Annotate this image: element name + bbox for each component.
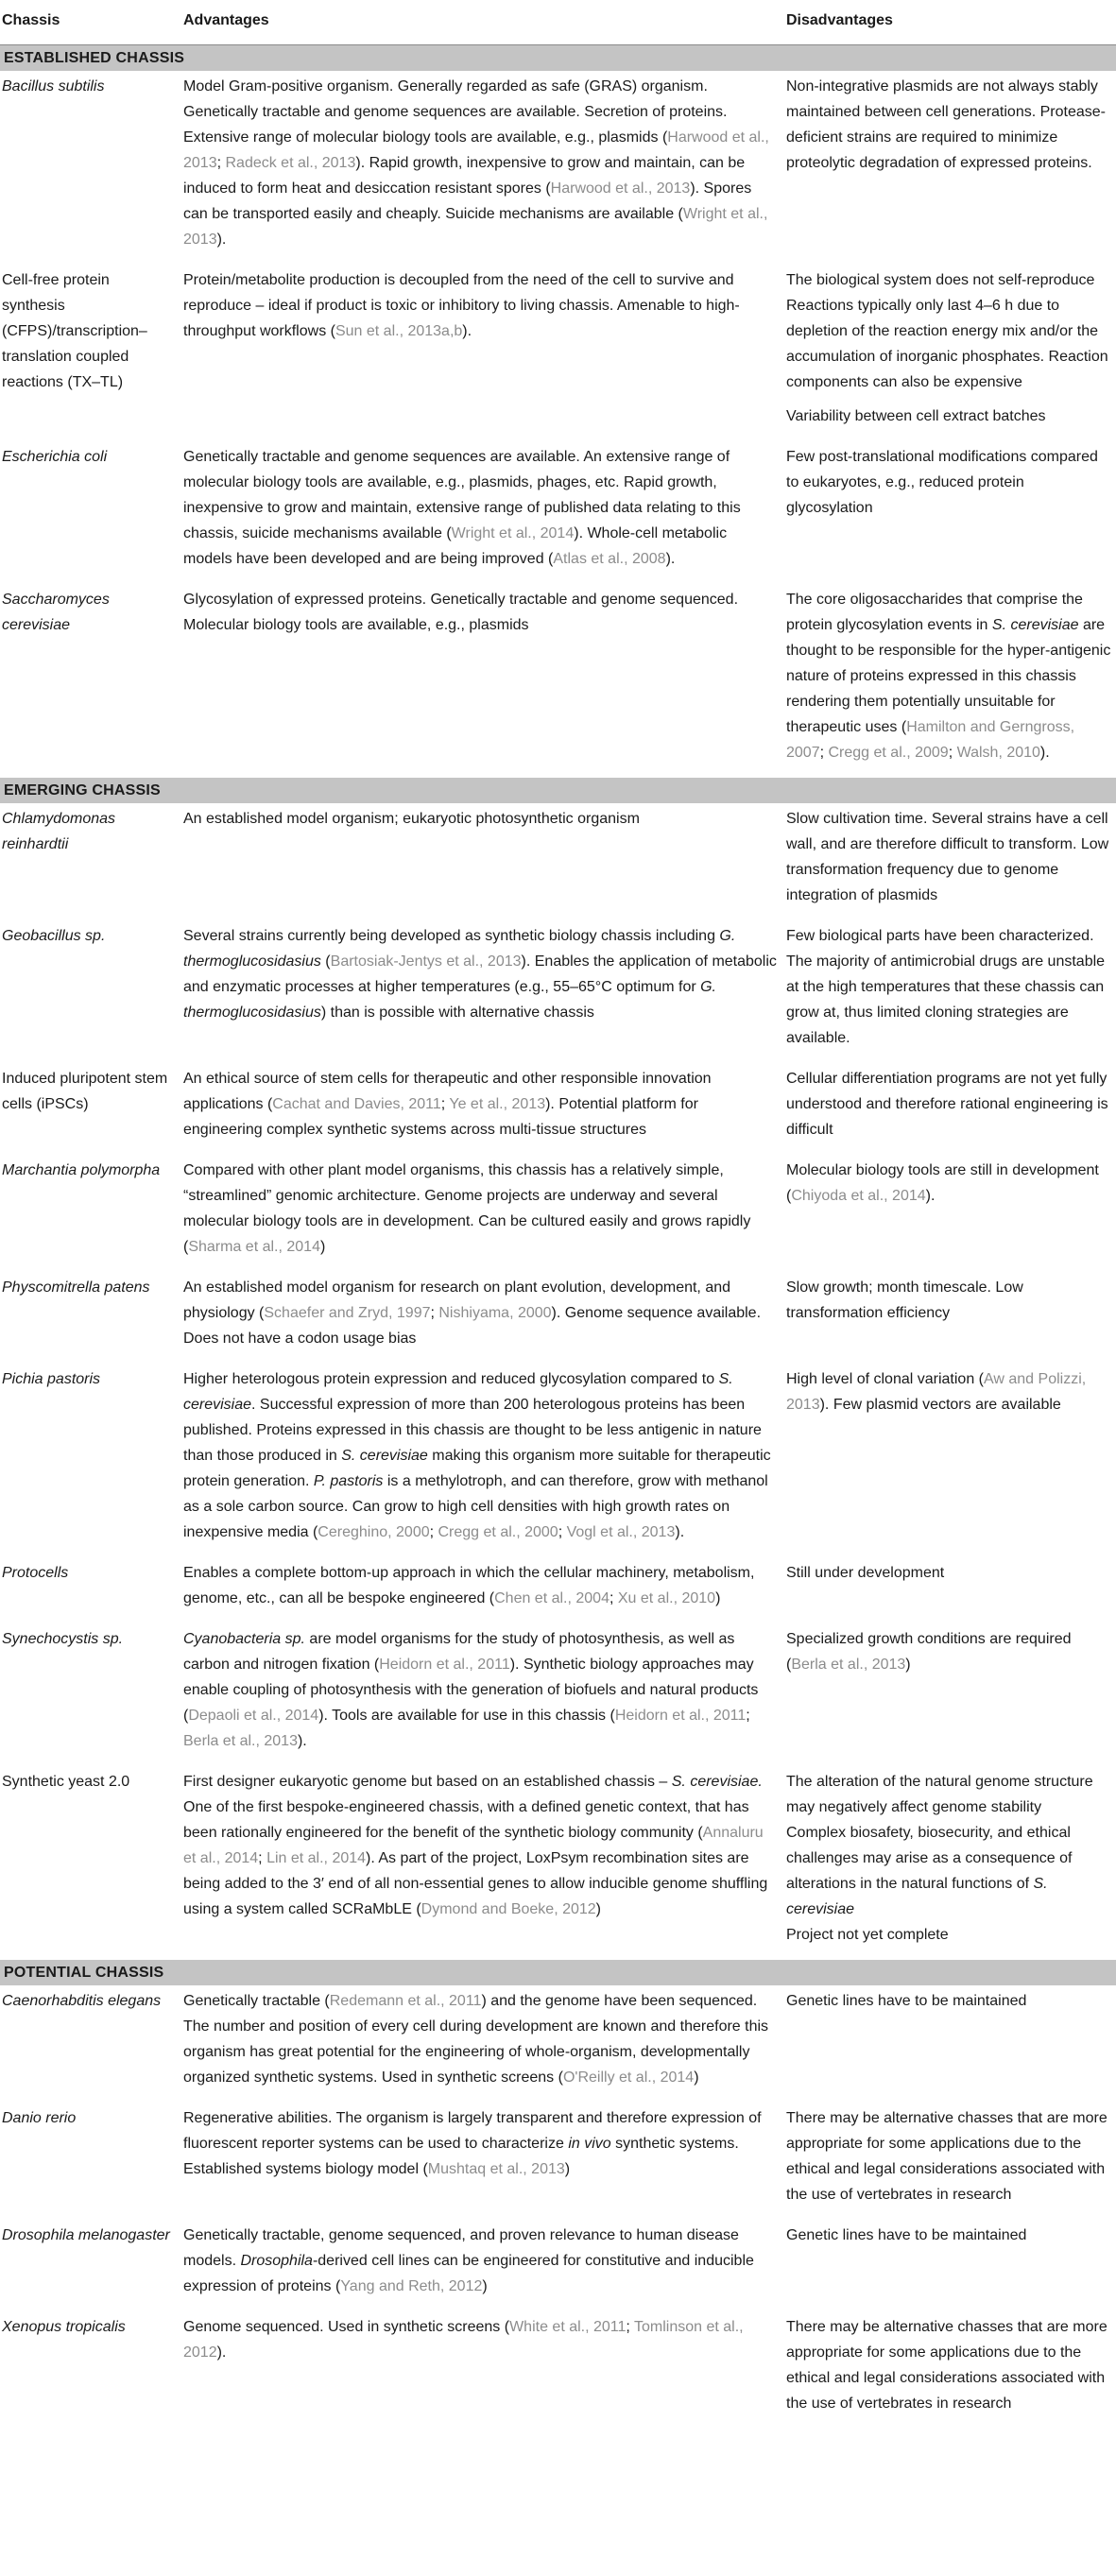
table-header [0,0,1116,45]
text-run: ). Enables the application of metabolic and enzymatic processes at higher temperatures (e.g., 55–65°C optimum for [183,953,777,995]
chassis-name: Induced pluripotent stem cells (iPSCs) [2,1071,168,1112]
citation-link[interactable]: Hamilton and Gerngross, 2007 [786,719,1075,761]
citation-link[interactable]: Bartosiak-Jentys et al., 2013 [330,953,522,970]
disadvantages-cell [782,71,1116,265]
text-run: ). [297,1733,307,1749]
chassis-name: Bacillus subtilis [2,78,105,94]
disadvantage-line [786,587,1112,765]
table-row [0,2311,1116,2429]
citation-link[interactable]: Chiyoda et al., 2014 [791,1188,926,1204]
chassis-name: Synthetic yeast 2.0 [2,1774,130,1790]
chassis-name: Physcomitrella patens [2,1279,150,1296]
table-row [0,1623,1116,1766]
text-run: Glycosylation of expressed proteins. Genetically tractable and genome sequenced. Molecular biology tools are available, e.g., plasmids [183,592,739,633]
chassis-name: Caenorhabditis elegans [2,1993,162,2009]
text-run: Higher heterologous protein expression and reduced glycosylation compared to [183,1371,719,1387]
text-run: Molecular biology tools are still in development ( [786,1162,1099,1204]
chassis-name: Protocells [2,1565,69,1581]
table-row [0,1272,1116,1364]
text-run: ; [440,1096,450,1112]
text-run: ; [609,1590,618,1606]
disadvantages-cell [782,1272,1116,1364]
disadvantage-line [786,806,1112,908]
chassis-name: Saccharomyces cerevisiae [2,592,110,633]
citation-link[interactable]: Sun et al., 2013a,b [335,323,463,339]
chassis-name: Geobacillus sp. [2,928,106,944]
citation-link[interactable]: Radeck et al., 2013 [225,155,356,171]
citation-link[interactable]: Yang and Reth, 2012 [340,2278,483,2294]
italic-term: S. cerevisiae [183,1371,733,1413]
citation-link[interactable]: O'Reilly et al., 2014 [562,2069,695,2086]
citation-link[interactable]: Cregg et al., 2000 [438,1524,558,1540]
table-row [0,441,1116,584]
text-run: Genetic lines have to be maintained [786,2227,1027,2243]
citation-link[interactable]: Aw and Polizzi, 2013 [786,1371,1087,1413]
text-run: ). Tools are available for use in this chassis ( [318,1708,615,1724]
text-run: There may be alternative chasses that are more appropriate for some applications due to the ethical and legal considerations associated with the use of vertebrates in research [786,2110,1107,2203]
section-row-established-chassis [0,45,1116,72]
section-heading: EMERGING CHASSIS [0,778,1116,803]
text-run: Genome sequenced. Used in synthetic screens ( [183,2319,510,2335]
table-row [0,1364,1116,1557]
text-run: ). Potential platform for engineering complex synthetic systems across multi-tissue structures [183,1096,698,1138]
citation-link[interactable]: Lin et al., 2014 [266,1850,367,1866]
italic-term: S. cerevisiae. [671,1774,763,1790]
text-run: ). Whole-cell metabolic models have been developed and are being improved ( [183,525,728,567]
citation-link[interactable]: Wright et al., 2013 [183,206,768,248]
text-run: One of the first bespoke-engineered chassis, with a defined genetic context, that has been rationally engineered for the benefit of the synthetic biology community ( [183,1799,749,1841]
italic-term: Drosophila [240,2253,313,2269]
text-run: ). [1039,745,1050,761]
text-run: are model organisms for the study of photosynthesis, as well as carbon and nitrogen fixation ( [183,1631,735,1673]
citation-link[interactable]: Walsh, 2010 [956,745,1040,761]
text-run: The biological system does not self-reproduce [786,272,1095,288]
disadvantage-line [786,444,1112,521]
text-run: ; [258,1850,267,1866]
header-chassis: Chassis [0,0,180,45]
text-run: ) [319,1239,326,1255]
text-run: ). [665,551,676,567]
text-run: Project not yet complete [786,1927,949,1943]
citation-link[interactable]: Ye et al., 2013 [449,1096,546,1112]
text-run: Few post-translational modifications compared to eukaryotes, e.g., reduced protein glycosylation [786,449,1098,516]
citation-link[interactable]: Berla et al., 2013 [791,1657,906,1673]
citation-link[interactable]: Vogl et al., 2013 [566,1524,676,1540]
section-row-emerging-chassis [0,778,1116,803]
advantages-cell [180,803,782,920]
disadvantages-cell [782,1557,1116,1623]
disadvantages-cell [782,1364,1116,1557]
disadvantage-line [786,1275,1112,1326]
advantages-cell [180,1364,782,1557]
italic-term: G. thermoglucosidasius [183,979,716,1021]
table-row [0,1155,1116,1272]
table-row [0,2220,1116,2311]
advantages-cell [180,2220,782,2311]
disadvantage-line [786,1922,1112,1948]
text-run: Several strains currently being developed as synthetic biology chassis including [183,928,720,944]
citation-link[interactable]: Dymond and Boeke, 2012 [421,1901,596,1917]
disadvantage-line [786,1366,1112,1417]
text-run: ) [715,1590,721,1606]
section-heading: ESTABLISHED CHASSIS [0,45,1116,72]
text-run: Still under development [786,1565,945,1581]
chassis-name: Marchantia polymorpha [2,1162,161,1178]
text-run: ). Spores can be transported easily and cheaply. Suicide mechanisms are available ( [183,180,752,222]
text-run: Complex biosafety, biosecurity, and ethical challenges may arise as a consequence of alterations in the natural functions of [786,1825,1073,1892]
text-run: is a methylotroph, and can therefore, grow with methanol as a sole carbon source. Can grow to high cell densities with high growth rates on inexpensive media ( [183,1473,768,1540]
citation-link[interactable]: Heidorn et al., 2011 [614,1708,747,1724]
disadvantage-line [786,404,1112,429]
text-run: ) [905,1657,911,1673]
chassis-name: Xenopus tropicalis [2,2319,126,2335]
citation-link[interactable]: Harwood et al., 2013 [183,129,769,171]
text-run: ). As part of the project, LoxPsym recombination sites are being added to the 3′ end of all non-essential genes to allow inducible genome shuffling using a system called SCRaMbLE ( [183,1850,768,1917]
citation-link[interactable]: Depaoli et al., 2014 [188,1708,319,1724]
text-run: ; [429,1524,438,1540]
disadvantage-line [786,1158,1112,1209]
table-row [0,1063,1116,1155]
text-run: Reactions typically only last 4–6 h due to depletion of the reaction energy mix and/or the accumulation of inorganic phosphates. Reaction components can also be expensive [786,298,1108,390]
advantages-cell [180,920,782,1063]
italic-term: P. pastoris [313,1473,384,1489]
text-run: ). Synthetic biology approaches may enable coupling of photosynthesis with the generation of biofuels and natural products ( [183,1657,759,1724]
text-run: -derived cell lines can be engineered for constitutive and inducible expression of proteins ( [183,2253,754,2294]
advantages-cell [180,1766,782,1960]
text-run: Compared with other plant model organisms, this chassis has a relatively simple, “streamlined” genomic architecture. Genome projects are underway and several molecular biology tools are in development. Can be cultured easily and grows rapidly ( [183,1162,751,1255]
disadvantages-cell [782,1766,1116,1960]
disadvantages-cell [782,2103,1116,2220]
advantages-cell [180,1985,782,2103]
advantages-cell [180,1272,782,1364]
italic-term: G. thermoglucosidasius [183,928,736,970]
citation-link[interactable]: Berla et al., 2013 [183,1733,298,1749]
text-run: ). [925,1188,936,1204]
disadvantage-line [786,1626,1112,1677]
text-run: ). [216,2344,227,2361]
citation-link[interactable]: Annaluru et al., 2014 [183,1825,764,1866]
text-run: . Successful expression of more than 200 heterologous proteins has been published. Proteins expressed in this chassis are thought to be less antigenic in nature than those produced in [183,1397,762,1464]
disadvantages-cell [782,2311,1116,2429]
italic-term: S. cerevisiae [991,617,1079,633]
disadvantages-cell [782,920,1116,1063]
disadvantage-line [786,267,1112,293]
text-run: ) [564,2161,571,2177]
section-heading: POTENTIAL CHASSIS [0,1960,1116,1985]
table-row [0,803,1116,920]
citation-link[interactable]: Tomlinson et al., 2012 [183,2319,744,2361]
text-run: Slow growth; month timescale. Low transformation efficiency [786,1279,1023,1321]
disadvantage-line [786,1769,1112,1820]
advantages-cell [180,71,782,265]
text-run: Genetically tractable and genome sequences are available. An extensive range of molecular biology tools are available, e.g., plasmids, phages, etc. Rapid growth, inexpensive to grow and maintain, extensive range of published data relating to this chassis, suicide mechanisms available ( [183,449,741,541]
chassis-name: Drosophila melanogaster [2,2227,170,2243]
advantages-cell [180,1557,782,1623]
citation-link[interactable]: Cregg et al., 2009 [828,745,949,761]
text-run: ). Few plasmid vectors are available [819,1397,1061,1413]
text-run: Variability between cell extract batches [786,408,1046,424]
disadvantages-cell [782,1985,1116,2103]
text-run: ) than is possible with alternative chassis [320,1005,594,1021]
table-row [0,584,1116,778]
text-run: ). [675,1524,685,1540]
text-run: An ethical source of stem cells for therapeutic and other responsible innovation applications ( [183,1071,712,1112]
advantages-cell [180,1623,782,1766]
italic-term: Cyanobacteria sp. [183,1631,305,1647]
text-run: ; [948,745,957,761]
chassis-name: Escherichia coli [2,449,108,465]
text-run: ; [430,1305,439,1321]
text-run: ). Genome sequence available. Does not have a codon usage bias [183,1305,762,1347]
text-run: ) and the genome have been sequenced. The number and position of every cell during development are known and therefore this organism has great potential for the engineering of whole-organism, developmentally organized synthetic systems. Used in synthetic screens ( [183,1993,769,2086]
text-run: ). Rapid growth, inexpensive to grow and maintain, can be induced to form heat and desiccation resistant spores ( [183,155,746,197]
disadvantage-line [786,2314,1112,2416]
citation-link[interactable]: Wright et al., 2014 [451,525,575,541]
text-run: An established model organism for research on plant evolution, development, and physiology ( [183,1279,731,1321]
disadvantages-cell [782,803,1116,920]
citation-link[interactable]: Schaefer and Zryd, 1997 [264,1305,431,1321]
chassis-name: Danio rerio [2,2110,77,2126]
citation-link[interactable]: Mushtaq et al., 2013 [427,2161,565,2177]
citation-link[interactable]: Heidorn et al., 2011 [379,1657,510,1673]
text-run: The core oligosaccharides that comprise the protein glycosylation events in [786,592,1083,633]
section-row-potential-chassis [0,1960,1116,1985]
text-run: First designer eukaryotic genome but based on an established chassis – [183,1774,672,1790]
citation-link[interactable]: Cachat and Davies, 2011 [272,1096,441,1112]
text-run: Genetically tractable ( [183,1993,330,2009]
disadvantage-line [786,1066,1112,1142]
disadvantages-cell [782,1623,1116,1766]
advantages-cell [180,1063,782,1155]
table-row [0,1766,1116,1960]
table-row [0,1557,1116,1623]
citation-link[interactable]: Nishiyama, 2000 [438,1305,552,1321]
advantages-cell [180,1155,782,1272]
disadvantage-line [786,1560,1112,1586]
text-run: Protein/metabolite production is decoupled from the need of the cell to survive and reproduce – ideal if product is toxic or inhibitory to living chassis. Amenable to high-throughput workflows ( [183,272,740,339]
text-run: making this organism more suitable for therapeutic protein generation. [183,1448,771,1489]
text-run: are thought to be responsible for the hyper-antigenic nature of proteins expressed in this chassis rendering them potentially unsuitable for therapeutic uses ( [786,617,1111,735]
text-run: Slow cultivation time. Several strains have a cell wall, and are therefore difficult to transform. Low transformation frequency due to genome integration of plasmids [786,811,1109,903]
disadvantages-cell [782,265,1116,441]
disadvantage-line [786,293,1112,395]
citation-link[interactable]: Chen et al., 2004 [494,1590,610,1606]
table-row [0,920,1116,1063]
italic-term: S. cerevisiae [341,1448,428,1464]
text-run: There may be alternative chasses that are more appropriate for some applications due to the ethical and legal considerations associated with the use of vertebrates in research [786,2319,1107,2412]
advantages-cell [180,265,782,441]
advantages-cell [180,2311,782,2429]
text-run: ; [626,2319,635,2335]
chassis-name: Cell-free protein synthesis (CFPS)/transcription–translation coupled reactions (TX–TL) [2,272,147,390]
header-row [0,0,1116,45]
chassis-name: Chlamydomonas reinhardtii [2,811,116,852]
text-run: An established model organism; eukaryotic photosynthetic organism [183,811,640,827]
text-run: ; [216,155,226,171]
text-run: ) [694,2069,699,2086]
table-body [0,45,1116,2430]
advantages-cell [180,2103,782,2220]
citation-link[interactable]: Cereghino, 2000 [318,1524,430,1540]
citation-link[interactable]: Redemann et al., 2011 [329,1993,482,2009]
citation-link[interactable]: Atlas et al., 2008 [553,551,666,567]
text-run: Genetic lines have to be maintained [786,1993,1027,2009]
text-run: ( [320,953,331,970]
italic-term: in vivo [568,2136,611,2152]
disadvantage-line [786,2223,1112,2248]
text-run: synthetic systems. Established systems biology model ( [183,2136,739,2177]
disadvantages-cell [782,2220,1116,2311]
header-disadvantages: Disadvantages [782,0,1116,45]
disadvantages-cell [782,584,1116,778]
text-run: ) [482,2278,488,2294]
disadvantage-line [786,2105,1112,2207]
disadvantages-cell [782,1155,1116,1272]
disadvantage-line [786,1988,1112,2014]
citation-link[interactable]: White et al., 2011 [509,2319,627,2335]
advantages-cell [180,584,782,778]
text-run: ). [462,323,472,339]
text-run: Enables a complete bottom-up approach in which the cellular machinery, metabolism, genome, etc., can all be bespoke engineered ( [183,1565,755,1606]
disadvantages-cell [782,1063,1116,1155]
table-row [0,265,1116,441]
text-run: Few biological parts have been characterized. The majority of antimicrobial drugs are unstable at the high temperatures that these chassis can grow at, thus limited cloning strategies are available. [786,928,1106,1046]
italic-term: S. cerevisiae [786,1876,1048,1917]
text-run: Model Gram-positive organism. Generally regarded as safe (GRAS) organism. Genetically tractable and genome sequences are available. Secretion of proteins. Extensive range of molecular biology tools are available, e.g., plasmids ( [183,78,728,146]
text-run: Non-integrative plasmids are not always stably maintained between cell generations. Protease-deficient strains are required to minimize proteolytic degradation of expressed proteins. [786,78,1106,171]
chassis-name: Synechocystis sp. [2,1631,124,1647]
text-run: Cellular differentiation programs are not yet fully understood and therefore rational engineering is difficult [786,1071,1108,1138]
citation-link[interactable]: Harwood et al., 2013 [550,180,691,197]
text-run: ; [558,1524,567,1540]
text-run: Regenerative abilities. The organism is largely transparent and therefore expression of fluorescent reporter systems can be used to characterize [183,2110,762,2152]
table-row [0,71,1116,265]
text-run: ; [819,745,829,761]
chassis-name: Pichia pastoris [2,1371,101,1387]
text-run: ). [216,232,227,248]
disadvantage-line [786,923,1112,1051]
citation-link[interactable]: Sharma et al., 2014 [188,1239,320,1255]
table-row [0,1985,1116,2103]
advantages-cell [180,441,782,584]
citation-link[interactable]: Xu et al., 2010 [617,1590,716,1606]
text-run: ) [595,1901,601,1917]
text-run: The alteration of the natural genome structure may negatively affect genome stability [786,1774,1093,1815]
text-run: High level of clonal variation ( [786,1371,984,1387]
header-advantages: Advantages [180,0,782,45]
table-row [0,2103,1116,2220]
text-run: ; [746,1708,750,1724]
disadvantage-line [786,1820,1112,1922]
disadvantages-cell [782,441,1116,584]
disadvantage-line [786,74,1112,176]
text-run: Genetically tractable, genome sequenced, and proven relevance to human disease models. [183,2227,739,2269]
text-run: Specialized growth conditions are required ( [786,1631,1072,1673]
